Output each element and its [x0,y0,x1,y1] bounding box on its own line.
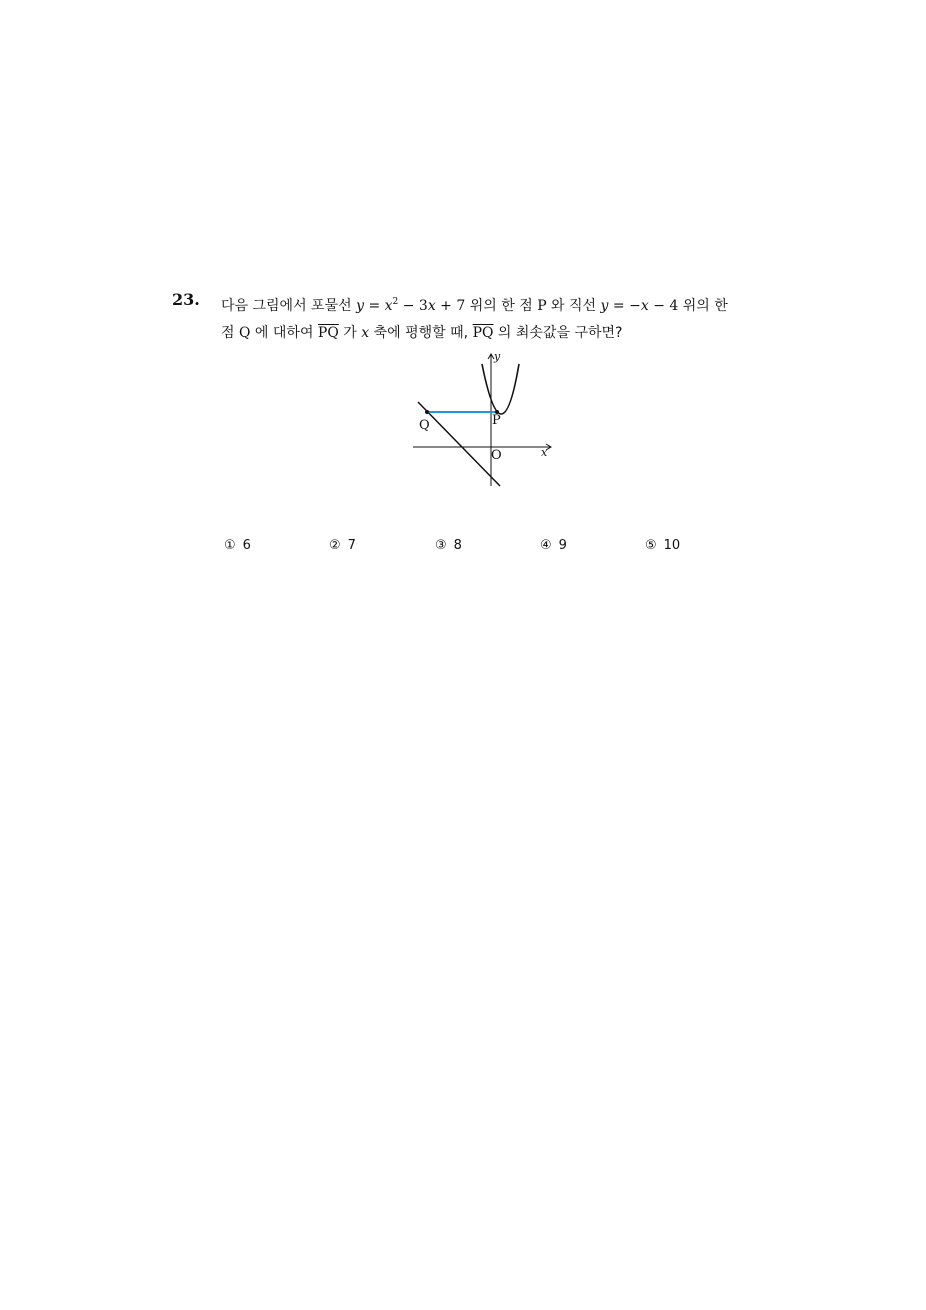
math-var: y [600,298,609,314]
choice-value: 10 [663,538,681,553]
choice-3[interactable] [435,538,462,553]
math-var: x [384,298,393,314]
segment-label: $\overline{PQ}$ [472,325,494,341]
text-span: 점 [221,325,239,341]
text-span: 에 대하여 [250,325,318,341]
origin-label: O [491,448,502,463]
x-axis-label: x [541,446,548,459]
choice-mark: ④ [540,538,552,553]
y-axis-label: y [494,350,501,363]
point-q-dot [425,410,429,414]
text-span: 축에 평행할 때, [369,325,473,341]
choice-value: 6 [242,538,251,553]
text-span: 다음 그림에서 포물선 [221,298,357,314]
math-var: x [361,325,370,341]
choice-value: 8 [453,538,462,553]
text-span: 의 최솟값을 구하면? [493,325,623,341]
problem-statement [221,289,781,347]
math-op: + 7 [435,298,466,314]
problem-line-2 [221,320,781,347]
math-op: = [364,298,385,314]
point-label: P [537,298,547,314]
choice-mark: ⑤ [645,538,657,553]
text-span: 위의 한 [678,298,728,314]
parabola-graph [482,364,519,414]
text-span: 가 [338,325,362,341]
problem-number: 23. [172,290,200,309]
math-op: − 3 [398,298,428,314]
graph-figure [405,350,560,490]
answer-choices [224,538,744,558]
choice-mark: ② [329,538,341,553]
segment-label: $\overline{PQ}$ [317,325,339,341]
choice-value: 9 [558,538,567,553]
choice-1[interactable] [224,538,251,553]
choice-mark: ③ [435,538,447,553]
text-span: 와 직선 [546,298,601,314]
math-var: x [427,298,436,314]
choice-value: 7 [347,538,356,553]
math-exponent: 2 [392,297,399,307]
choice-mark: ① [224,538,236,553]
math-op: − 4 [648,298,679,314]
math-var: y [356,298,364,314]
text-span: 위의 한 점 [465,298,538,314]
point-p-label: P [492,413,501,428]
choice-5[interactable] [645,538,680,553]
choice-2[interactable] [329,538,356,553]
math-var: x [640,298,649,314]
line-graph [418,402,500,486]
point-q-label: Q [419,418,430,433]
choice-4[interactable] [540,538,567,553]
point-label: Q [238,325,251,341]
problem-line-1 [221,289,781,320]
math-op: = − [608,298,641,314]
